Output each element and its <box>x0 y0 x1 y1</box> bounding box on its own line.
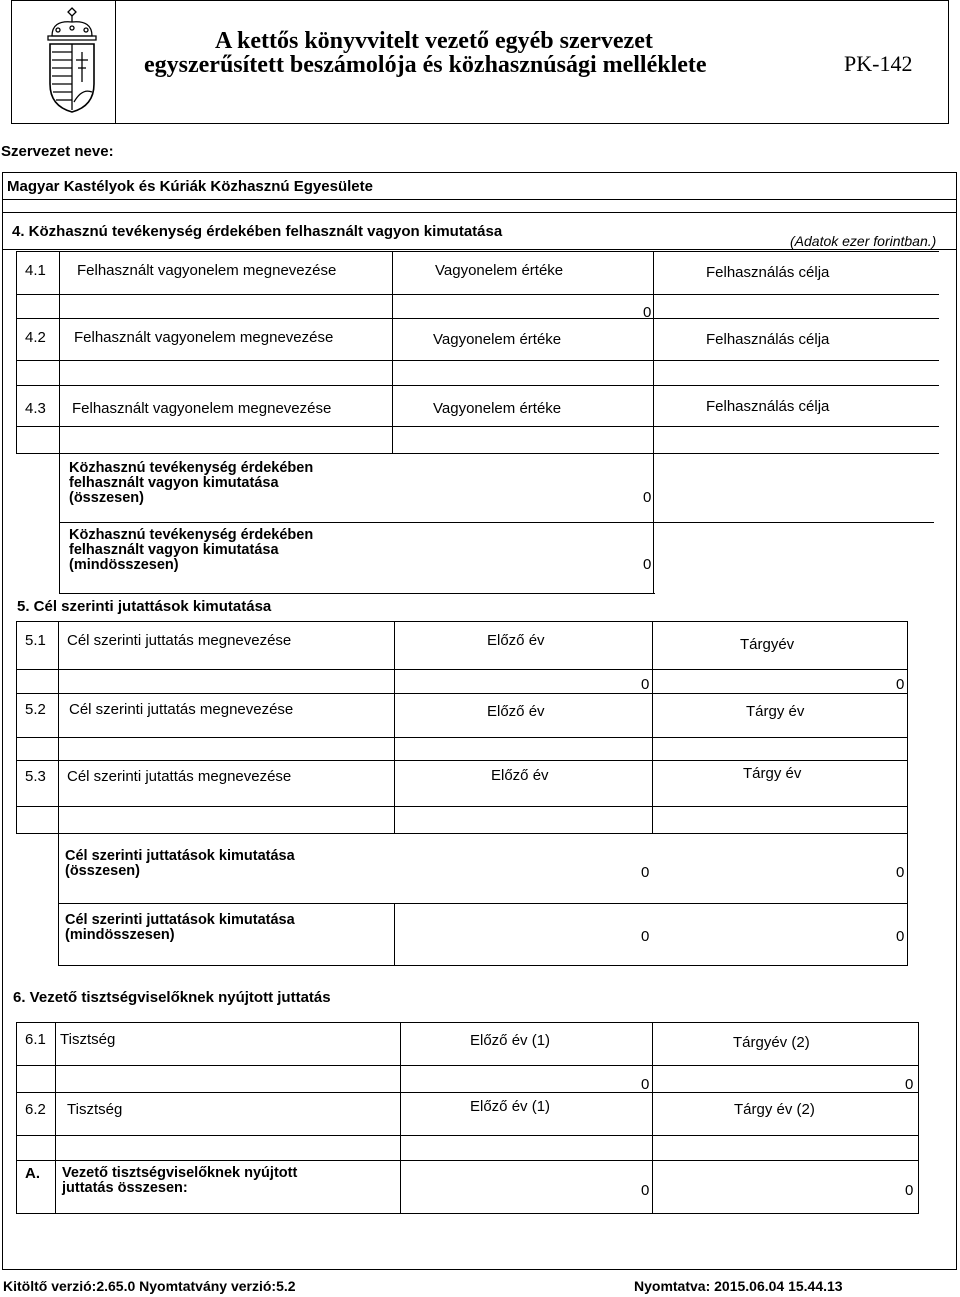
s6-total-prev: 0 <box>641 1182 650 1199</box>
row-6-2-prev-label: Előző év (1) <box>470 1098 551 1115</box>
row-5-1-curr-label: Tárgyév <box>740 636 795 653</box>
section4-title: 4. Közhasznú tevékenység érdekében felhasznált vagyon kimutatása <box>12 223 503 240</box>
s5-grand-total-line1: Cél szerinti juttatások kimutatása <box>65 912 295 928</box>
org-name-value: Magyar Kastélyok és Kúriák Közhasznú Egyesülete <box>7 178 373 195</box>
s4-total-line3: (összesen) <box>69 490 144 506</box>
row-6-1-name-label: Tisztség <box>60 1031 116 1048</box>
footer-version: Kitöltő verzió:2.65.0 Nyomtatvány verzió:5.2 <box>3 1278 296 1294</box>
row-5-3-name-label: Cél szerinti jutattás megnevezése <box>67 768 292 785</box>
form-title-line1: A kettős könyvvitelt vezető egyéb szervezet <box>215 28 653 54</box>
row-5-2-prev-label: Előző év <box>487 703 545 720</box>
s6-total-number: A. <box>25 1165 40 1182</box>
s4-total-line1: Közhasznú tevékenység érdekében <box>69 460 314 476</box>
s6-total-curr: 0 <box>905 1182 914 1199</box>
row-4-1-name-label: Felhasznált vagyonelem megnevezése <box>77 262 337 279</box>
row-4-3-name-label: Felhasznált vagyonelem megnevezése <box>72 400 332 417</box>
s4-total-line2: felhasznált vagyon kimutatása <box>69 475 279 491</box>
header-divider <box>115 0 116 124</box>
row-5-1-name-label: Cél szerinti juttatás megnevezése <box>67 632 292 649</box>
row-4-2-name-label: Felhasznált vagyonelem megnevezése <box>74 329 334 346</box>
s6-total-line2: juttatás összesen: <box>62 1180 188 1196</box>
form-title-line2: egyszerűsített beszámolója és közhasznúsági melléklete <box>144 52 707 78</box>
s4-grand-total-value: 0 <box>643 556 652 573</box>
row-5-1-prev-value[interactable]: 0 <box>641 676 650 693</box>
row-6-1-curr-label: Tárgyév (2) <box>733 1034 810 1051</box>
s5-total-curr: 0 <box>896 864 905 881</box>
row-5-2-curr-label: Tárgy év <box>746 703 805 720</box>
row-5-1-curr-value[interactable]: 0 <box>896 676 905 693</box>
form-code: PK-142 <box>844 51 913 76</box>
s5-total-line1: Cél szerinti juttatások kimutatása <box>65 848 295 864</box>
row-6-1-prev-label: Előző év (1) <box>470 1032 551 1049</box>
row-4-3-number: 4.3 <box>25 400 46 417</box>
row-4-2-purpose-label: Felhasználás célja <box>706 331 830 348</box>
row-4-1-value-label: Vagyonelem értéke <box>435 262 564 279</box>
row-6-1-number: 6.1 <box>25 1031 46 1048</box>
s5-grand-total-line2: (mindösszesen) <box>65 927 175 943</box>
row-4-3-value-label: Vagyonelem értéke <box>433 400 562 417</box>
s4-grand-total-line3: (mindösszesen) <box>69 557 179 573</box>
row-5-2-number: 5.2 <box>25 701 46 718</box>
outer-frame <box>2 200 957 1270</box>
s5-grand-total-curr: 0 <box>896 928 905 945</box>
row-4-2-number: 4.2 <box>25 329 46 346</box>
s5-total-line2: (összesen) <box>65 863 140 879</box>
s5-total-prev: 0 <box>641 864 650 881</box>
row-6-1-curr-value[interactable]: 0 <box>905 1076 914 1093</box>
s6-total-line1: Vezető tisztségviselőknek nyújtott <box>62 1165 298 1181</box>
row-5-1-prev-label: Előző év <box>487 632 545 649</box>
row-4-1-value[interactable]: 0 <box>643 304 652 321</box>
coat-of-arms-icon <box>38 6 106 116</box>
row-4-3-purpose-label: Felhasználás célja <box>706 398 830 415</box>
s4-grand-total-line1: Közhasznú tevékenység érdekében <box>69 527 314 543</box>
row-5-3-number: 5.3 <box>25 768 46 785</box>
row-6-2-number: 6.2 <box>25 1101 46 1118</box>
row-5-3-prev-label: Előző év <box>491 767 549 784</box>
row-5-2-name-label: Cél szerinti juttatás megnevezése <box>69 701 294 718</box>
row-4-1-number: 4.1 <box>25 262 46 279</box>
row-6-2-curr-label: Tárgy év (2) <box>734 1101 815 1118</box>
row-6-1-prev-value[interactable]: 0 <box>641 1076 650 1093</box>
org-label: Szervezet neve: <box>1 143 114 160</box>
row-6-2-name-label: Tisztség <box>67 1101 123 1118</box>
row-4-1-purpose-label: Felhasználás célja <box>706 264 830 281</box>
unit-note: (Adatok ezer forintban.) <box>790 233 937 249</box>
s4-total-value: 0 <box>643 489 652 506</box>
row-5-3-curr-label: Tárgy év <box>743 765 802 782</box>
row-4-2-value-label: Vagyonelem értéke <box>433 331 562 348</box>
footer-printed: Nyomtatva: 2015.06.04 15.44.13 <box>634 1278 843 1294</box>
section6-title: 6. Vezető tisztségviselőknek nyújtott juttatás <box>13 989 331 1006</box>
section5-title: 5. Cél szerinti jutattások kimutatása <box>17 598 272 615</box>
s5-grand-total-prev: 0 <box>641 928 650 945</box>
row-5-1-number: 5.1 <box>25 632 46 649</box>
s4-grand-total-line2: felhasznált vagyon kimutatása <box>69 542 279 558</box>
